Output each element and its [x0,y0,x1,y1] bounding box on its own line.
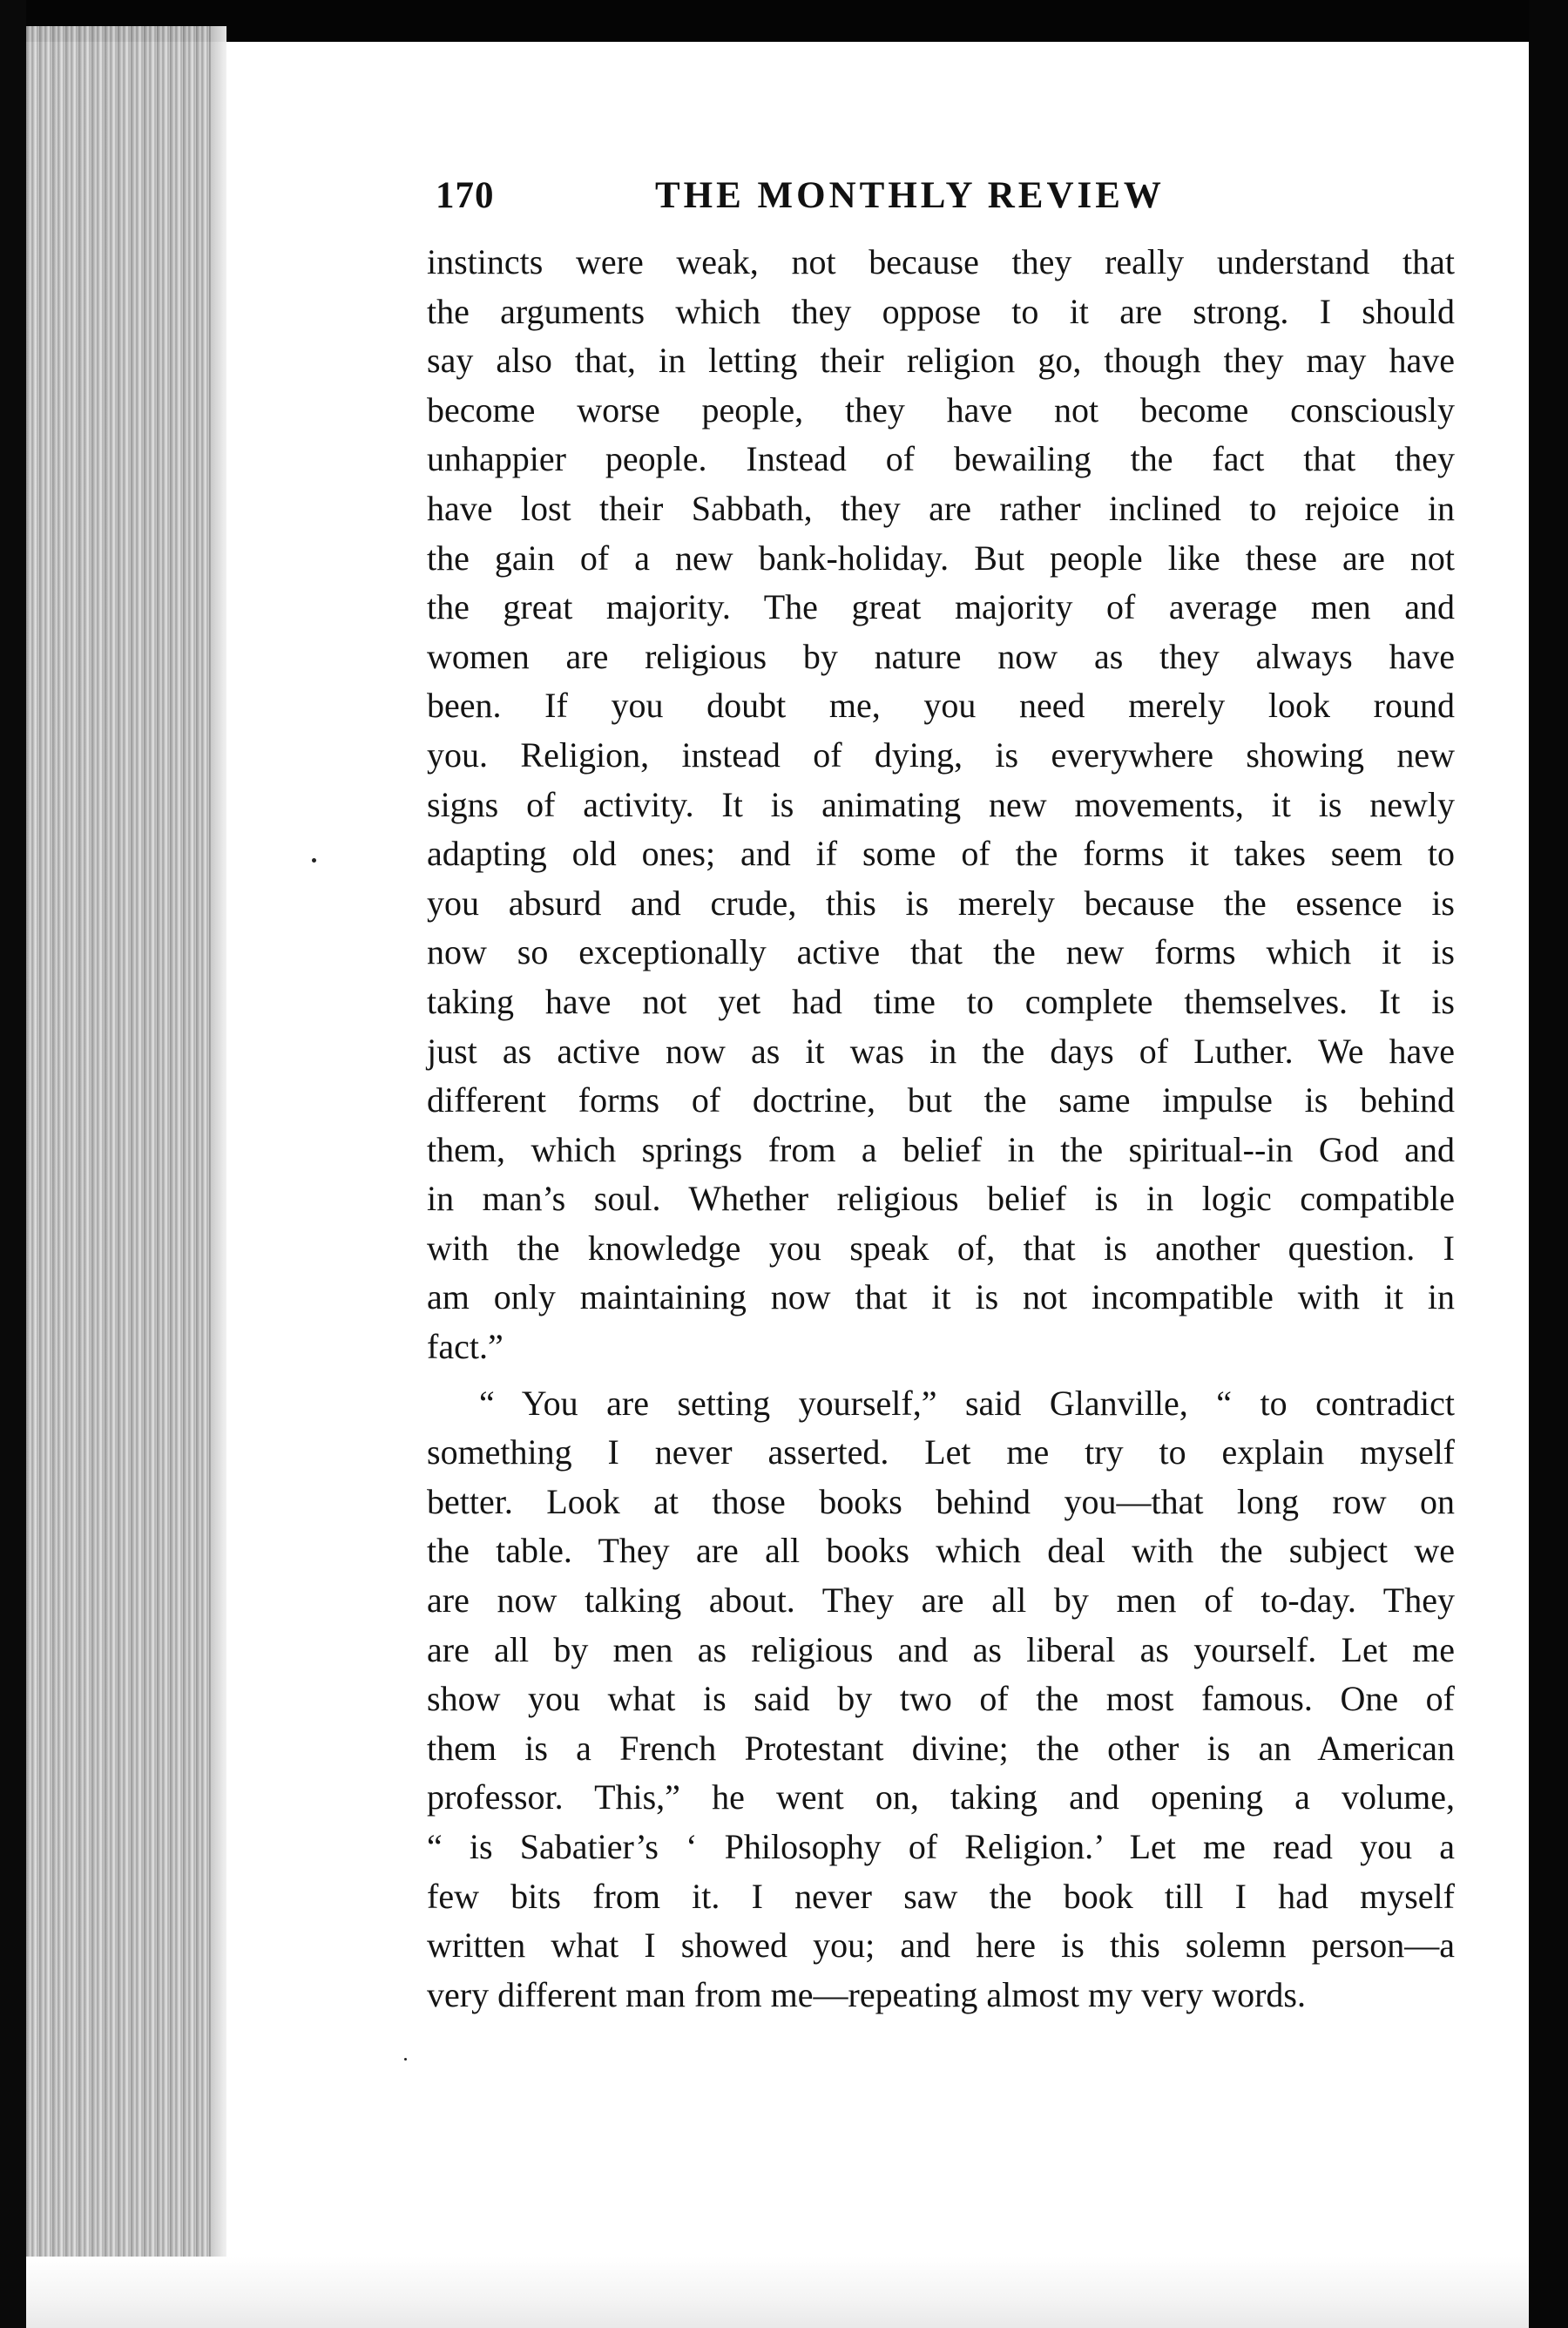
text-line: the arguments which they oppose to it are strong. I should [427,291,1455,331]
text-line: the great majority. The great majority of average men and [427,587,1455,627]
text-line: show you what is said by two of the most famous. One of [427,1679,1455,1719]
text-line: become worse people, they have not become consciously [427,389,1455,430]
text-line: the table. They are all books which deal with the subject we [427,1531,1455,1571]
text-line: instincts were weak, not because they really understand that [427,242,1455,281]
text-line: now so exceptionally active that the new forms which it is [427,932,1455,972]
text-line: signs of activity. It is animating new movements, it is newly [427,784,1455,824]
scan-border-left [0,0,26,2328]
text-line: fact.” [427,1327,504,1367]
page-bottom-edge [26,2257,1529,2328]
text-line: taking have not yet had time to complete themselves. It is [427,981,1455,1021]
scan-speck [312,858,316,863]
text-line: you. Religion, instead of dying, is everywhere showing new [427,734,1455,775]
text-line: “ is Sabatier’s ‘ Philosophy of Religion.’ Let me read you a [427,1827,1455,1866]
text-line: the gain of a new bank-holiday. But people like these are not [427,538,1455,578]
running-head: THE MONTHLY REVIEW [655,175,1165,216]
paragraph [427,238,1455,1372]
scan-border-top [0,0,1568,42]
text-line: been. If you doubt me, you need merely look round [427,686,1455,726]
text-line: something I never asserted. Let me try to explain myself [427,1432,1455,1472]
text-line: are now talking about. They are all by men of to-day. They [427,1580,1455,1621]
book-page-edges [26,26,226,2257]
text-line: “ You are setting yourself,” said Glanville, “ to contradict [479,1383,1455,1423]
scan-speck [404,2058,407,2061]
text-line: unhappier people. Instead of bewailing the fact that they [427,439,1455,479]
text-line: you absurd and crude, this is merely because the essence is [427,883,1455,923]
text-line: are all by men as religious and as liberal as yourself. Let me [427,1629,1455,1669]
paragraph-gap [427,1372,1455,1379]
body-text [427,238,1455,2020]
text-line: very different man from me—repeating almost my very words. [427,1974,1306,2014]
page-number: 170 [436,175,495,216]
text-line: am only maintaining now that it is not incompatible with it in [427,1277,1455,1317]
text-line: them, which springs from a belief in the spiritual--in God and [427,1129,1455,1169]
text-line: have lost their Sabbath, they are rather inclined to rejoice in [427,488,1455,528]
text-line: in man’s soul. Whether religious belief is in logic compatible [427,1179,1455,1219]
text-line: say also that, in letting their religion go, though they may have [427,341,1455,381]
text-line: different forms of doctrine, but the same impulse is behind [427,1080,1455,1120]
text-line: adapting old ones; and if some of the forms it takes seem to [427,834,1455,874]
text-line: written what I showed you; and here is this solemn person—a [427,1925,1455,1966]
text-line: them is a French Protestant divine; the other is an American [427,1728,1455,1768]
text-line: women are religious by nature now as they always have [427,636,1455,676]
scan-border-right [1529,0,1568,2328]
page-header [436,174,1463,227]
text-line: professor. This,” he went on, taking and opening a volume, [427,1777,1455,1817]
paragraph [427,1379,1455,2020]
text-line: just as active now as it was in the days of Luther. We have [427,1031,1455,1071]
text-line: with the knowledge you speak of, that is another question. I [427,1228,1455,1268]
text-line: few bits from it. I never saw the book till I had myself [427,1876,1455,1916]
text-line: better. Look at those books behind you—that long row on [427,1481,1455,1521]
